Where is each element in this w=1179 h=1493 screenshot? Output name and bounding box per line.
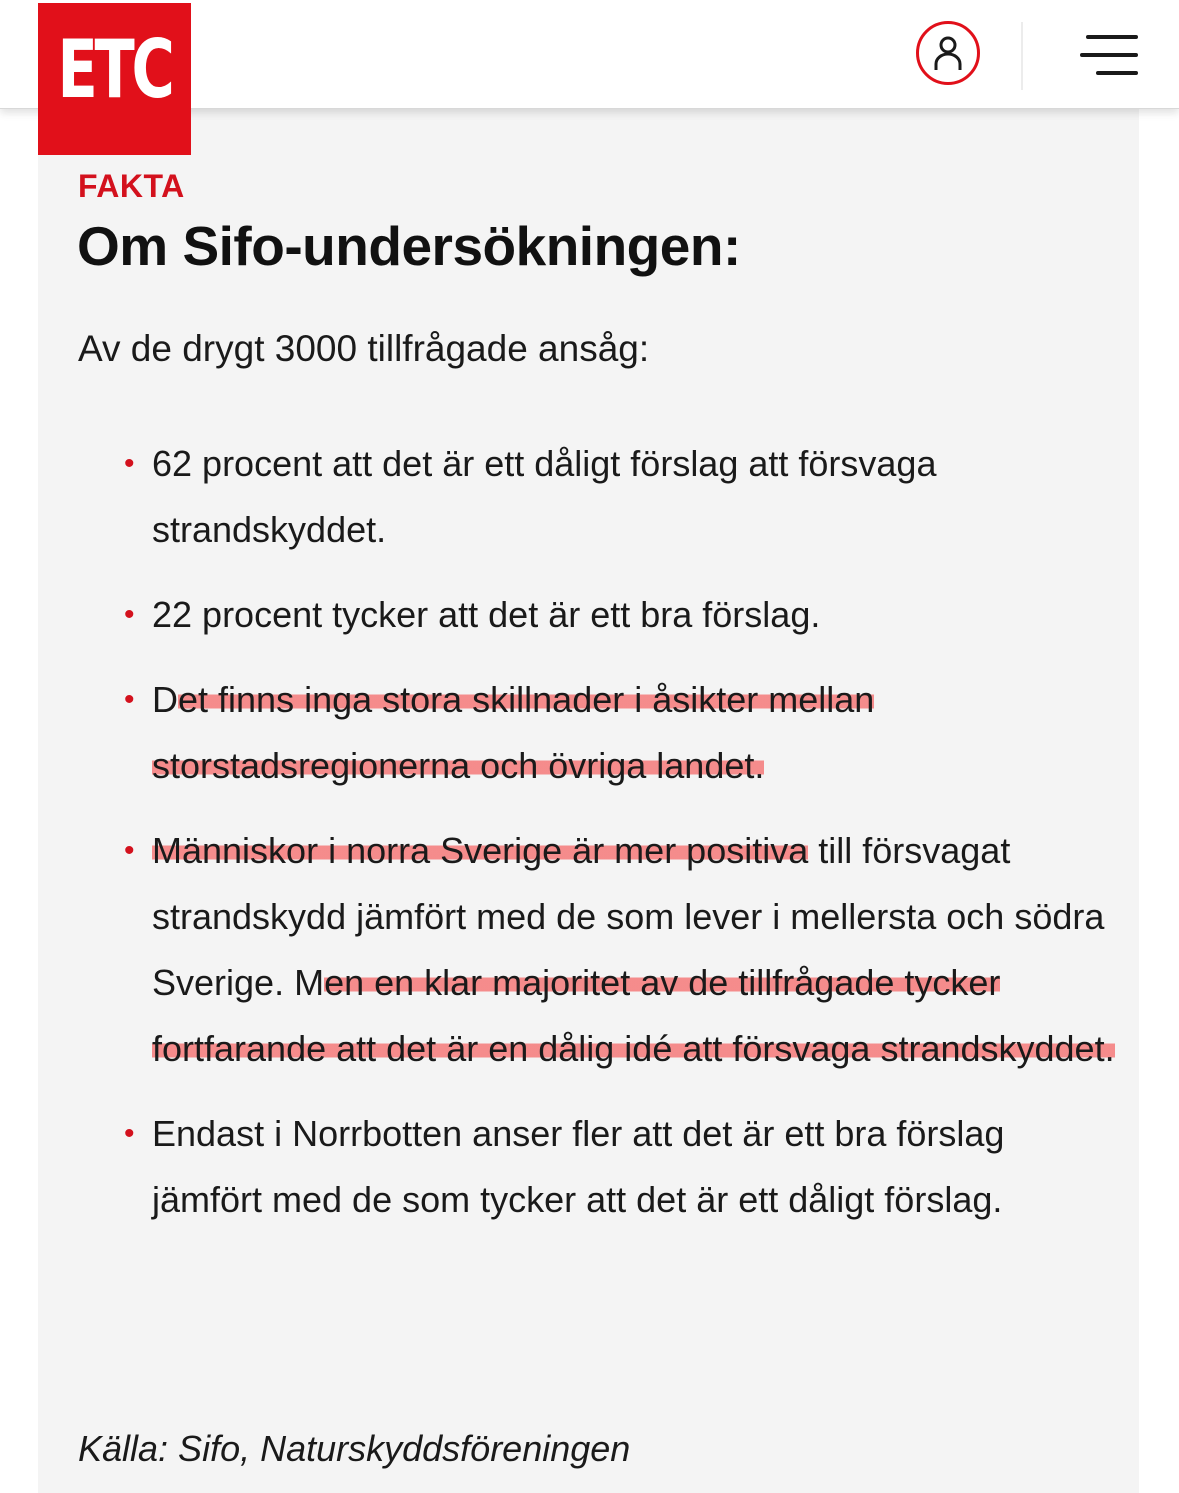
list-item xyxy=(124,582,1124,648)
menu-button[interactable] xyxy=(1080,33,1140,77)
etc-logo[interactable] xyxy=(38,3,191,155)
list-item xyxy=(124,1101,1124,1233)
highlighted-text: en en klar majoritet av de tillfrågade tycker fortfarande att det är en dålig idé att försvaga strandskyddet. xyxy=(152,962,1115,1069)
header-divider xyxy=(1021,22,1023,90)
list-item-text: 22 procent tycker att det är ett bra förslag. xyxy=(152,594,821,635)
list-item-text: Endast i Norrbotten anser fler att det är ett bra förslag jämfört med de som tycker att det är ett dåligt förslag. xyxy=(152,1113,1005,1220)
source-credit: Källa: Sifo, Naturskyddsföreningen xyxy=(78,1428,631,1469)
list-item xyxy=(124,818,1124,1082)
menu-icon-bar xyxy=(1080,53,1138,57)
highlighted-text: et finns inga stora skillnader i åsikter mellan storstadsregionerna och övriga landet. xyxy=(152,679,875,786)
fact-title: Om Sifo-undersökningen: xyxy=(77,215,741,277)
fact-kicker: FAKTA xyxy=(78,168,185,204)
menu-icon-bar xyxy=(1096,71,1138,75)
highlighted-text: Människor i norra Sverige är mer positiva xyxy=(152,830,809,871)
fact-intro: Av de drygt 3000 tillfrågade ansåg: xyxy=(78,328,650,369)
list-item xyxy=(124,667,1124,799)
list-item-text: till försvagat strandskydd jämfört med de som lever i mellersta och södra Sverige. M xyxy=(152,830,1105,1003)
user-account-button[interactable] xyxy=(916,21,980,85)
menu-icon xyxy=(1086,35,1138,39)
logo-text: ETC xyxy=(57,21,172,117)
list-item xyxy=(124,431,1124,563)
list-item-text: D xyxy=(152,679,178,720)
list-item-text: 62 procent att det är ett dåligt förslag att försvaga strandskyddet. xyxy=(152,443,937,550)
fact-list xyxy=(124,431,1124,1252)
user-icon xyxy=(933,36,963,72)
